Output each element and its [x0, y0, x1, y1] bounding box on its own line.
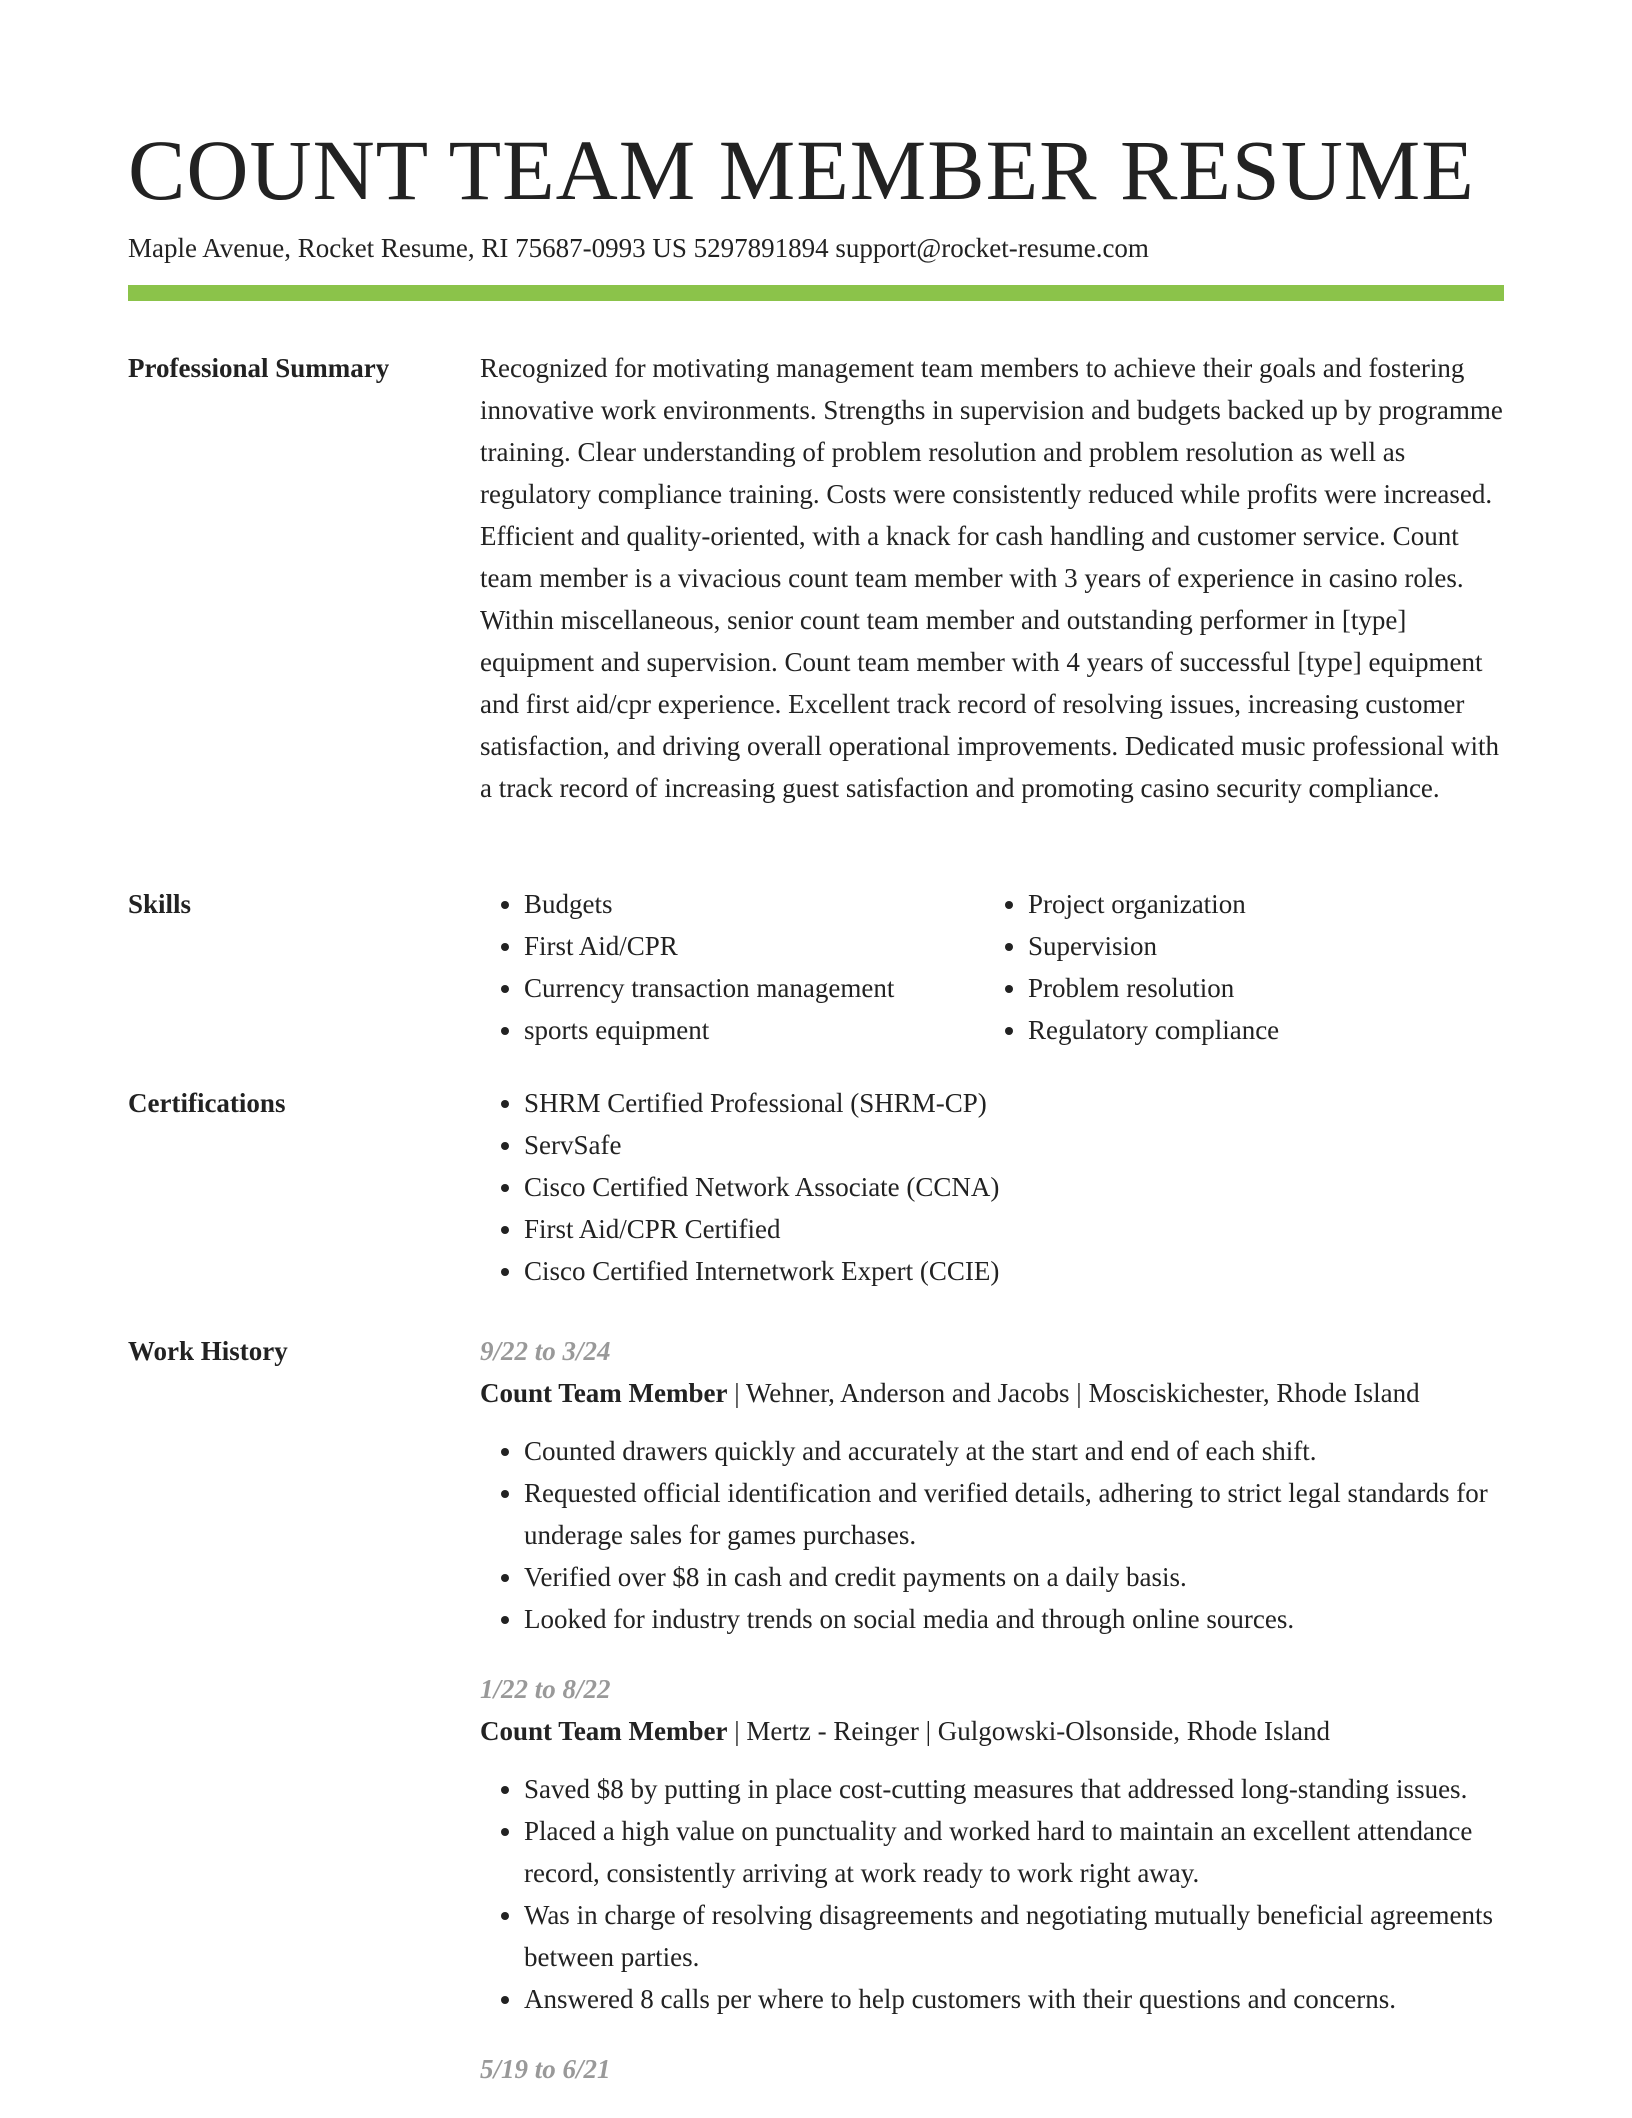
certifications-label: Certifications	[128, 1088, 286, 1118]
skill-item: • First Aid/CPR	[524, 925, 984, 967]
job-bullet: • Answered 8 calls per where to help customers with their questions and concerns.	[524, 1978, 1504, 2020]
certifications-body	[480, 1082, 1504, 1292]
skills-label: Skills	[128, 889, 192, 919]
skill-item: • Budgets	[524, 883, 984, 925]
job-details: | Mertz - Reinger | Gulgowski-Olsonside, Rhode Island	[727, 1716, 1330, 1746]
contact-line: Maple Avenue, Rocket Resume, RI 75687-0993 US 5297891894 support@rocket-resume.com	[128, 233, 1149, 263]
job-dates: 1/22 to 8/22	[480, 1674, 611, 1704]
header-divider	[128, 285, 1504, 301]
job-bullet: • Saved $8 by putting in place cost-cutting measures that addressed long-standing issues.	[524, 1768, 1504, 1810]
job-dates: 9/22 to 3/24	[480, 1336, 611, 1366]
certification-item: • Cisco Certified Internetwork Expert (CCIE)	[524, 1250, 1504, 1292]
skill-item: • Currency transaction management	[524, 967, 984, 1009]
job-heading	[480, 1710, 1504, 1752]
summary-body	[480, 347, 1504, 809]
certification-item: • ServSafe	[524, 1124, 1504, 1166]
work-history-label: Work History	[128, 1336, 288, 1366]
job-bullets	[480, 1430, 1504, 1640]
certification-item: • Cisco Certified Network Associate (CCNA)	[524, 1166, 1504, 1208]
certification-item: • First Aid/CPR Certified	[524, 1208, 1504, 1250]
job-entry	[480, 1668, 1504, 2020]
job-dates: 5/19 to 6/21	[480, 2054, 611, 2084]
skills-list-1	[480, 883, 984, 1051]
job-title: Count Team Member	[480, 1716, 728, 1746]
skill-item: • Problem resolution	[1028, 967, 1488, 1009]
certifications-list	[480, 1082, 1504, 1292]
skill-item: • Supervision	[1028, 925, 1488, 967]
job-details: | Wehner, Anderson and Jacobs | Mosciskichester, Rhode Island	[727, 1378, 1420, 1408]
job-bullets	[480, 1768, 1504, 2020]
job-bullet: • Placed a high value on punctuality and worked hard to maintain an excellent attendance record, consistently arriving at work ready to work right away.	[524, 1810, 1504, 1894]
job-heading	[480, 1372, 1504, 1414]
job-title: Count Team Member	[480, 1378, 728, 1408]
skills-column-2	[984, 883, 1488, 1051]
work-history-body	[480, 1330, 1504, 2118]
resume-title: COUNT TEAM MEMBER RESUME	[128, 122, 1475, 218]
skill-item: • Project organization	[1028, 883, 1488, 925]
skills-body	[480, 883, 1504, 1051]
summary-text: Recognized for motivating management team members to achieve their goals and fostering innovative work environments. Strengths in supervision and budgets backed up by programme training. Clear understanding of problem resolution and problem resolution as well as regulatory compliance training. Costs were consistently reduced while profits were increased. Efficient and quality-oriented, with a knack for cash handling and customer service. Count team member is a vivacious count team member with 3 years of experience in casino roles. Within miscellaneous, senior count team member and outstanding performer in [type] equipment and supervision. Count team member with 4 years of successful [type] equipment and first aid/cpr experience. Excellent track record of resolving issues, increasing customer satisfaction, and driving overall operational improvements. Dedicated music professional with a track record of increasing guest satisfaction and promoting casino security compliance.	[480, 353, 1503, 803]
job-entry	[480, 1330, 1504, 1640]
skills-list-2	[984, 883, 1488, 1051]
skills-column-1	[480, 883, 984, 1051]
job-bullet: • Was in charge of resolving disagreements and negotiating mutually beneficial agreements between parties.	[524, 1894, 1504, 1978]
certification-item: • SHRM Certified Professional (SHRM-CP)	[524, 1082, 1504, 1124]
skill-item: • sports equipment	[524, 1009, 984, 1051]
job-bullet: • Looked for industry trends on social media and through online sources.	[524, 1598, 1504, 1640]
job-bullet: • Requested official identification and verified details, adhering to strict legal standards for underage sales for games purchases.	[524, 1472, 1504, 1556]
job-entry	[480, 2048, 1504, 2090]
summary-label: Professional Summary	[128, 353, 390, 383]
job-bullet: • Verified over $8 in cash and credit payments on a daily basis.	[524, 1556, 1504, 1598]
skill-item: • Regulatory compliance	[1028, 1009, 1488, 1051]
job-bullet: • Counted drawers quickly and accurately at the start and end of each shift.	[524, 1430, 1504, 1472]
